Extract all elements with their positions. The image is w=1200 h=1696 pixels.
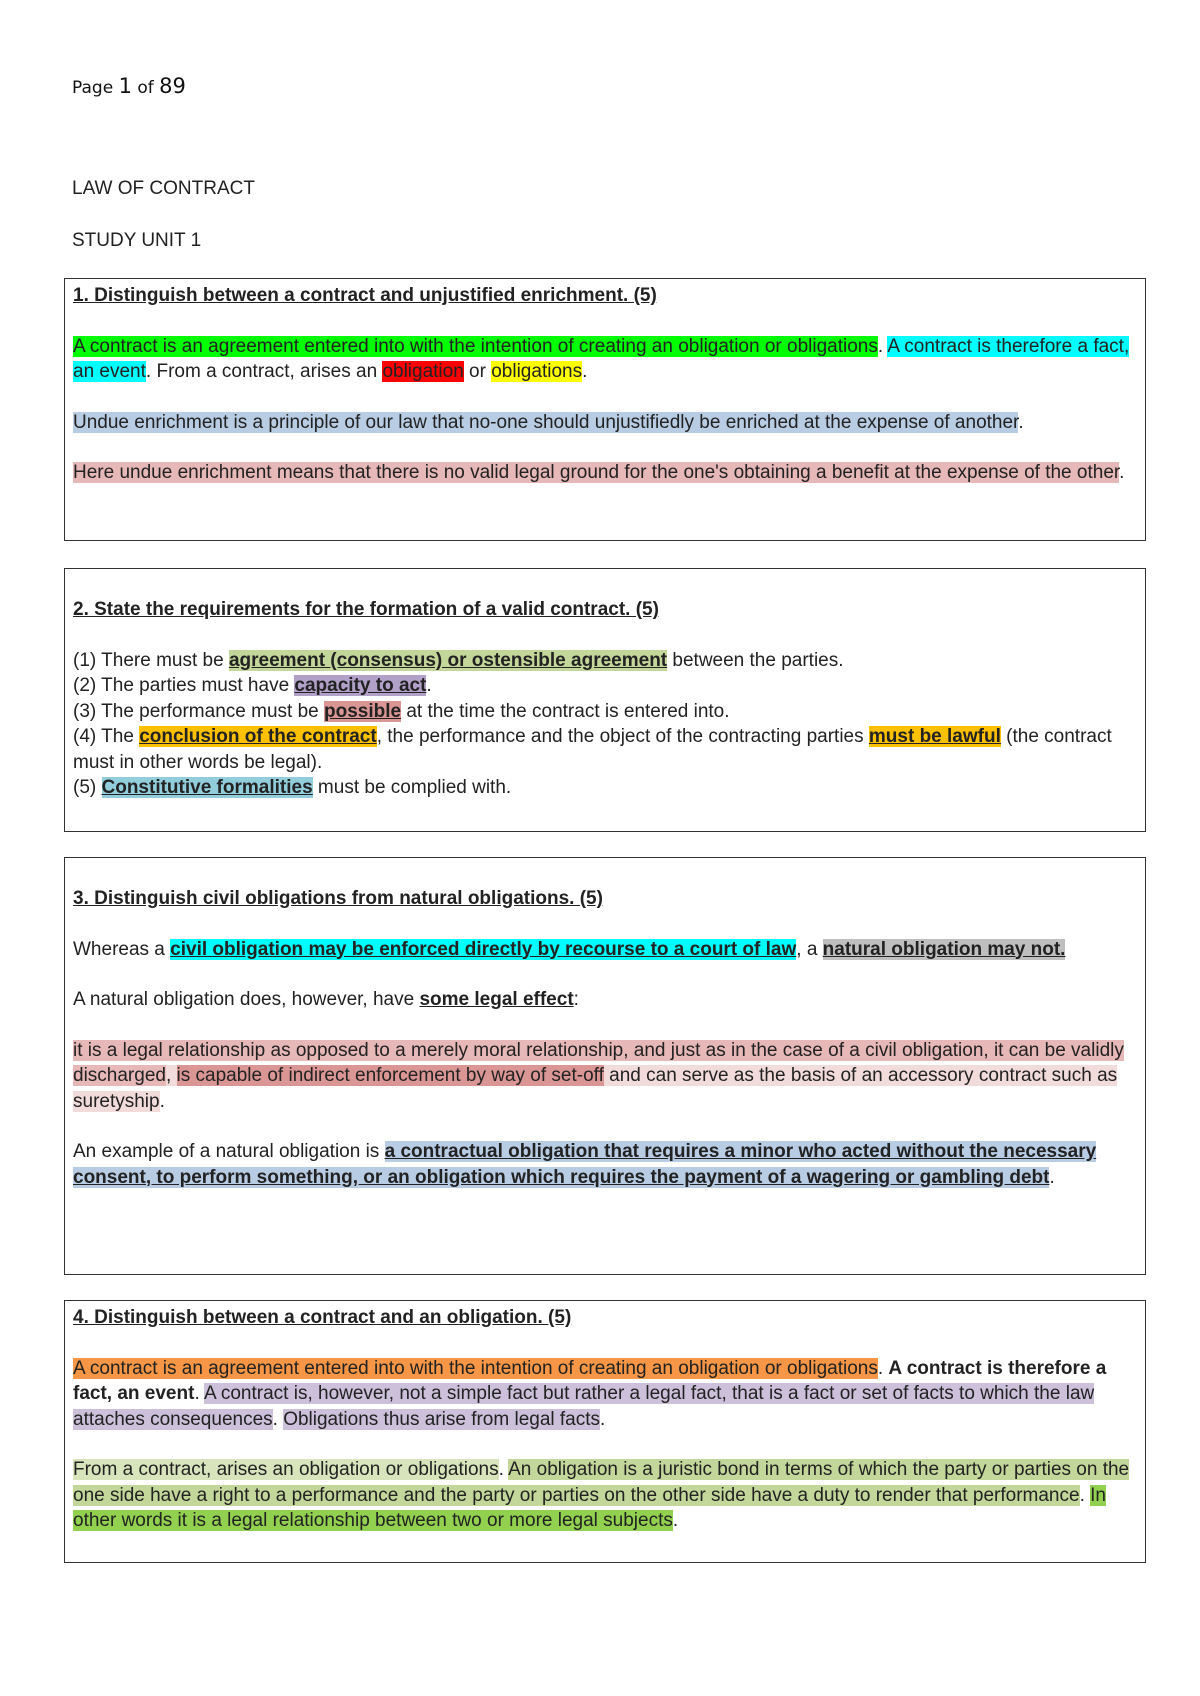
study-unit: STUDY UNIT 1	[72, 230, 202, 251]
q2-text: possible	[323, 700, 402, 722]
q4-paragraph-1	[73, 1356, 1137, 1433]
q3-text: ,	[165, 1065, 177, 1086]
page-total: 89	[159, 74, 186, 98]
q2-text: .	[426, 675, 432, 696]
q2-text: between the parties.	[667, 649, 844, 671]
q2-title	[73, 597, 1137, 623]
q1-text: Undue enrichment is a principle of our law that no-one should unjustifiedly be enriched at the expense of another	[73, 411, 1019, 433]
q1-text: A contract is therefore a fact, an event	[73, 335, 1130, 382]
q3-title-text: 3. Distinguish civil obligations from natural obligations. (5)	[73, 888, 603, 909]
q3-text: .	[1049, 1166, 1055, 1188]
q4-text: Obligations thus arise from legal facts	[283, 1408, 601, 1430]
q1-title-text: 1. Distinguish between a contract and unjustified enrichment. (5)	[73, 285, 657, 306]
page-current: 1	[118, 74, 132, 98]
q3-text: some legal effect	[419, 989, 574, 1010]
q2-text: must be complied with.	[312, 777, 512, 798]
q2-text: conclusion of the contract	[139, 726, 377, 747]
question-1-box	[64, 278, 1146, 541]
q3-text: is capable of indirect enforcement by way of set-off	[176, 1065, 604, 1086]
q3-paragraph-2	[73, 987, 1137, 1013]
q1-title	[73, 283, 1137, 309]
question-3-box	[64, 857, 1146, 1275]
q4-title	[73, 1305, 1137, 1331]
q4-text: .	[272, 1408, 284, 1430]
q2-text: must be lawful	[868, 726, 1001, 747]
q3-paragraph-3	[73, 1038, 1137, 1115]
q2-text: agreement (consensus) or ostensible agreement	[228, 649, 668, 671]
q3-text: a contractual obligation that requires a minor who acted without the necessary consent, to perform something, or an obligation which requires the payment of a wagering or gambling debt	[73, 1141, 1097, 1188]
q4-text: A contract is therefore a fact, an event	[73, 1357, 1107, 1404]
q2-text: Constitutive formalities	[101, 777, 313, 798]
q2-text: at the time the contract is entered into.	[401, 700, 730, 722]
q3-text: An example of a natural obligation is	[73, 1141, 385, 1162]
q3-text: civil obligation may be enforced directly by recourse to a court of law	[170, 938, 797, 960]
q1-text: .	[1119, 462, 1125, 483]
question-4-box	[64, 1300, 1146, 1563]
q2-text: , the performance and the object of the contracting parties	[376, 726, 869, 747]
q4-text: .	[1079, 1484, 1091, 1506]
q3-paragraph-1	[73, 937, 1137, 963]
q1-paragraph-3	[73, 460, 1137, 486]
q1-paragraph-2	[73, 410, 1137, 436]
q2-text: (the contract must in other words be legal).	[73, 726, 1112, 773]
q2-title-text: 2. State the requirements for the formation of a valid contract. (5)	[73, 599, 659, 620]
q1-text: Here undue enrichment means that there is no valid legal ground for the one's obtaining a benefit at the expense of the other	[73, 462, 1120, 483]
q4-text: .	[194, 1383, 204, 1404]
q4-text: .	[498, 1459, 509, 1480]
q2-text: (2) The parties must have	[73, 675, 295, 696]
q4-paragraph-2	[73, 1457, 1137, 1534]
q1-text: .	[1018, 411, 1024, 433]
q3-text: A natural obligation does, however, have	[73, 989, 420, 1010]
q3-text: :	[573, 989, 579, 1010]
q2-text: (5)	[73, 777, 102, 798]
q4-title-text: 4. Distinguish between a contract and an obligation. (5)	[73, 1307, 572, 1328]
q1-paragraph-1	[73, 334, 1137, 385]
q4-text: .	[672, 1510, 679, 1531]
q3-text: and can serve as the basis of an accessory contract such as suretyship	[73, 1065, 1118, 1112]
q4-text: .	[877, 1357, 889, 1379]
page-number	[72, 74, 186, 98]
question-2-box	[64, 568, 1146, 832]
q1-text: .	[582, 361, 588, 382]
q3-paragraph-4	[73, 1139, 1137, 1190]
q2-text: capacity to act	[294, 675, 427, 696]
q4-text: A contract is, however, not a simple fact but rather a legal fact, that is a fact or set of facts to which the law attaches consequences	[73, 1383, 1095, 1430]
q2-text: (1) There must be	[73, 649, 229, 671]
page-label: Page	[72, 78, 114, 98]
q3-text: it is a legal relationship as opposed to a merely moral relationship, and just as in the case of a civil obligation, it can be validly discharged	[73, 1039, 1124, 1086]
page-of: of	[137, 78, 154, 98]
q1-text: obligation	[382, 361, 464, 382]
q4-text: An obligation is a juristic bond in terms of which the party or parties on the one side have a right to a performance and the party or parties on the other side have a duty to render that performance	[73, 1459, 1130, 1506]
q2-requirement-list	[73, 648, 1137, 801]
q4-text: From a contract, arises an obligation or obligations	[73, 1459, 499, 1480]
q1-text: .	[877, 335, 888, 357]
q1-text: A contract is an agreement entered into with the intention of creating an obligation or obligations	[73, 335, 878, 357]
q1-text: or	[463, 361, 492, 382]
q3-text: .	[159, 1090, 165, 1112]
q4-text: In other words it is a legal relationship between two or more legal subjects	[73, 1484, 1106, 1531]
q4-text: .	[600, 1408, 606, 1430]
q4-text: A contract is an agreement entered into with the intention of creating an obligation or obligations	[73, 1357, 878, 1379]
q3-text: , a	[796, 938, 823, 960]
q3-text: Whereas a	[73, 938, 171, 960]
q3-title	[73, 886, 1137, 912]
q1-text: . From a contract, arises an	[145, 361, 383, 382]
q2-text: (3) The performance must be	[73, 700, 324, 722]
q1-text: obligations	[491, 361, 583, 382]
q3-text: natural obligation may not.	[822, 938, 1066, 960]
document-title: LAW OF CONTRACT	[72, 178, 255, 199]
q2-text: (4) The	[73, 726, 140, 747]
